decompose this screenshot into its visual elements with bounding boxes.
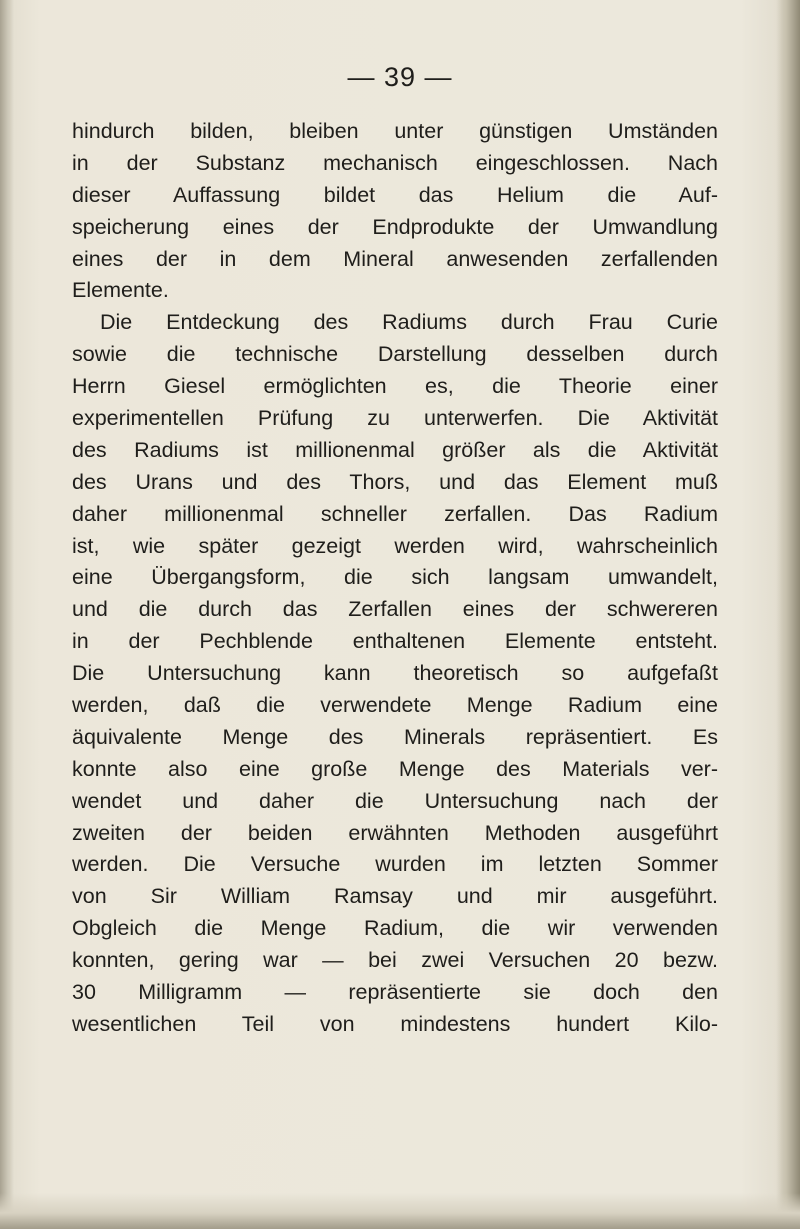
text-line: konnten, gering war — bei zwei Versuchen 20 bezw. <box>72 948 718 973</box>
text-line: Die Entdeckung des Radiums durch Frau Curie <box>100 310 718 335</box>
text-line: sowie die technische Darstellung desselben durch <box>72 342 718 367</box>
text-line: äquivalente Menge des Minerals repräsentiert. Es <box>72 724 718 749</box>
text-line: Elemente. <box>72 278 169 303</box>
text-line: daher millionenmal schneller zerfallen. Das Radium <box>72 501 718 526</box>
body-text <box>72 116 718 1041</box>
page-binding-shadow <box>0 0 14 1229</box>
text-line: werden. Die Versuche wurden im letzten Sommer <box>72 852 718 877</box>
text-line: ist, wie später gezeigt werden wird, wahrscheinlich <box>72 533 718 558</box>
text-line: eine Übergangsform, die sich langsam umwandelt, <box>72 565 718 590</box>
text-line: 30 Milligramm — repräsentierte sie doch den <box>72 980 718 1005</box>
text-line: in der Substanz mechanisch eingeschlossen. Nach <box>72 150 718 175</box>
text-line: experimentellen Prüfung zu unterwerfen. Die Aktivität <box>72 406 718 431</box>
text-line: speicherung eines der Endprodukte der Umwandlung <box>72 214 718 239</box>
text-line: konnte also eine große Menge des Materials ver- <box>72 756 718 781</box>
text-line: hindurch bilden, bleiben unter günstigen Umständen <box>72 119 718 143</box>
text-line: und die durch das Zerfallen eines der schwereren <box>72 597 718 622</box>
text-line: werden, daß die verwendete Menge Radium eine <box>72 693 718 718</box>
text-line: Herrn Giesel ermöglichten es, die Theorie einer <box>72 374 718 399</box>
text-line: Die Untersuchung kann theoretisch so aufgefaßt <box>72 661 718 686</box>
text-line: eines der in dem Mineral anwesenden zerfallenden <box>72 246 718 271</box>
text-line: Obgleich die Menge Radium, die wir verwenden <box>72 916 718 941</box>
text-line: in der Pechblende enthaltenen Elemente entsteht. <box>72 629 718 654</box>
text-line: zweiten der beiden erwähnten Methoden ausgeführt <box>72 820 718 845</box>
text-line: des Urans und des Thors, und das Element muß <box>72 469 718 494</box>
page-edge-bottom <box>0 1193 800 1229</box>
text-line: wendet und daher die Untersuchung nach der <box>72 788 718 813</box>
page-edge-right <box>776 0 800 1229</box>
text-line: von Sir William Ramsay und mir ausgeführt. <box>72 884 718 909</box>
text-line: dieser Auffassung bildet das Helium die Auf- <box>72 182 718 207</box>
text-line: wesentlichen Teil von mindestens hundert Kilo- <box>72 1011 718 1036</box>
text-line: des Radiums ist millionenmal größer als die Aktivität <box>72 437 718 462</box>
page-number: — 39 — <box>347 62 453 92</box>
